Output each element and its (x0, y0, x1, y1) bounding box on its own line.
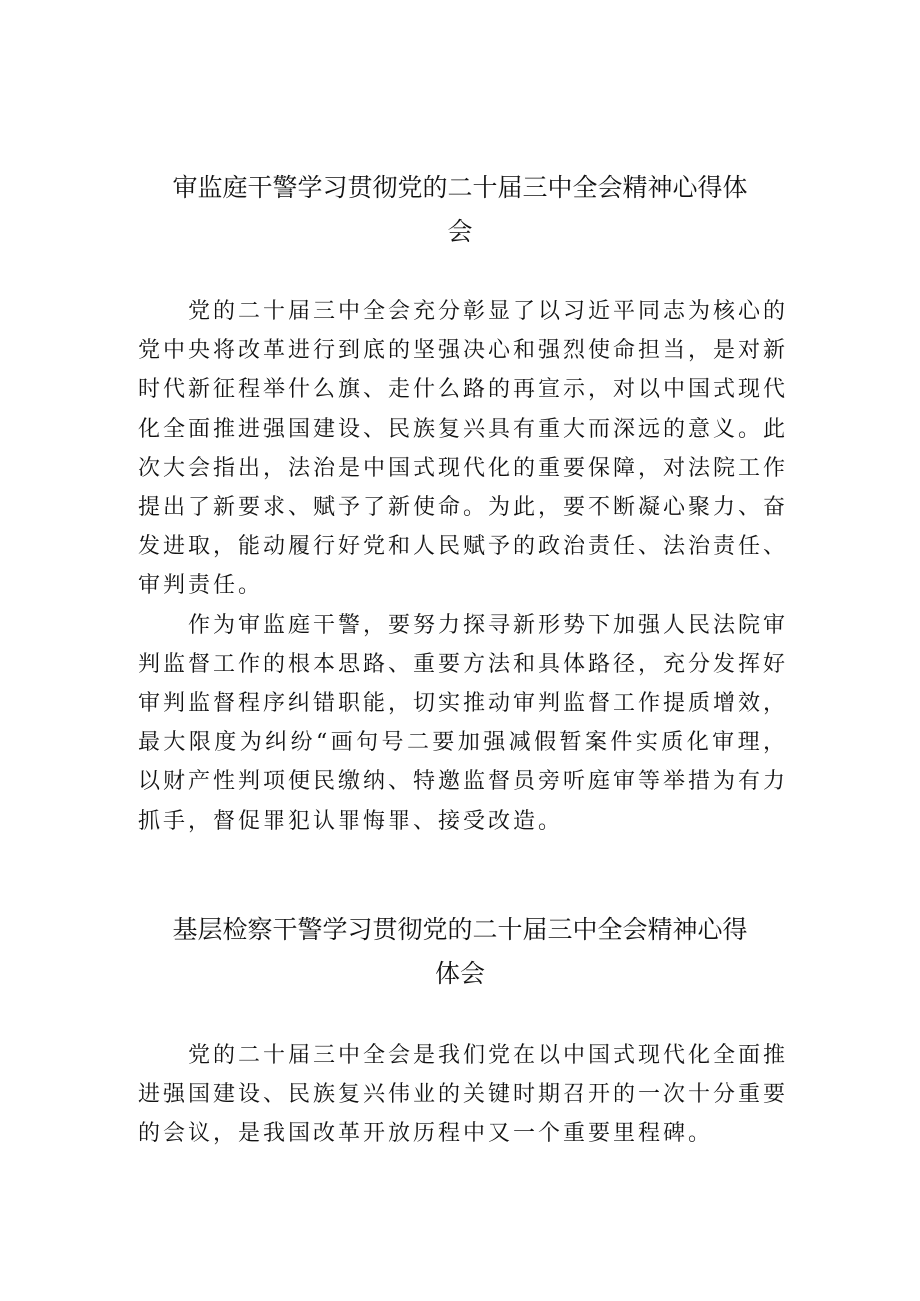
section-2-body (138, 1036, 788, 1154)
section-1-title-line-1: 审监庭干警学习贯彻党的二十届三中全会精神心得体 (172, 173, 748, 202)
section-2-paragraph-1: 党的二十届三中全会是我们党在以中国式现代化全面推进强国建设、民族复兴伟业的关键时期召开的一次十分重要的会议，是我国改革开放历程中又一个重要里程碑。 (138, 1043, 789, 1147)
section-1-paragraph-2: 作为审监庭干警，要努力探寻新形势下加强人民法院审判监督工作的根本思路、重要方法和具体路径，充分发挥好审判监督程序纠错职能，切实推动审判监督工作提质增效，最大限度为纠纷“画句号二要加强减假暂案件实质化审理，以财产性判项便民缴纳、特邀监督员旁听庭审等举措为有力抓手，督促罪犯认罪悔罪、接受改造。 (138, 612, 789, 834)
section-2-title (120, 908, 800, 996)
section-1-body (138, 292, 788, 841)
section-1-title (120, 166, 800, 254)
section-2-title-line-2: 体会 (434, 959, 485, 988)
section-1-title-line-2: 会 (447, 217, 473, 246)
section-2-title-line-1: 基层检察干警学习贯彻党的二十届三中全会精神心得 (172, 915, 748, 944)
section-1-paragraph-1: 党的二十届三中全会充分彰显了以习近平同志为核心的党中央将改革进行到底的坚强决心和强烈使命担当，是对新时代新征程举什么旗、走什么路的再宣示，对以中国式现代化全面推进强国建设、民族复兴具有重大而深远的意义。此次大会指出，法治是中国式现代化的重要保障，对法院工作提出了新要求、赋予了新使命。为此，要不断凝心聚力、奋发进取，能动履行好党和人民赋予的政治责任、法治责任、审判责任。 (138, 299, 789, 599)
